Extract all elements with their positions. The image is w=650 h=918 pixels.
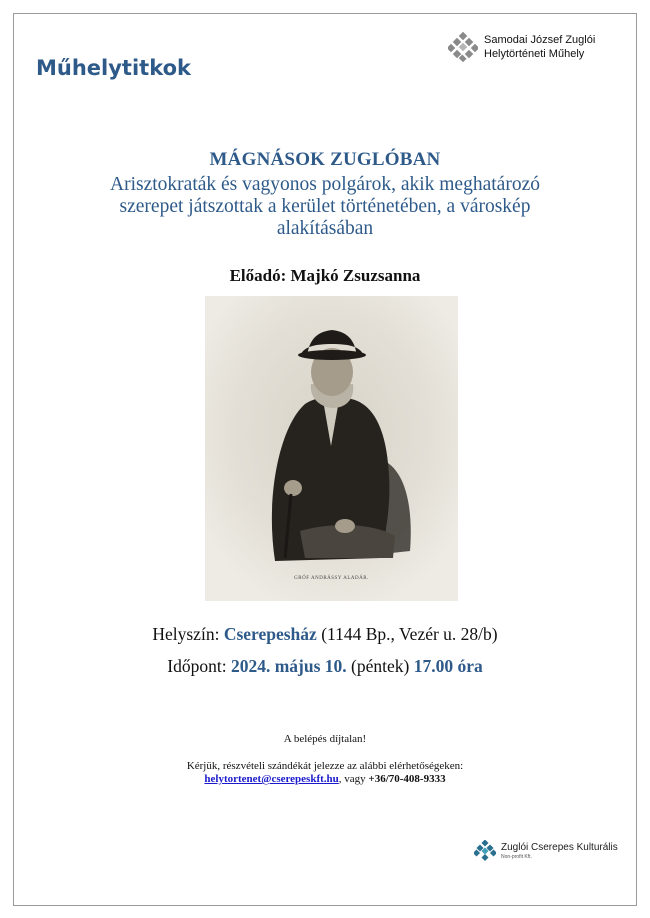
free-entry-note: A belépés díjtalan! <box>283 733 367 745</box>
cserepes-logo-icon <box>474 840 496 862</box>
event-weekday: (péntek) <box>351 656 410 676</box>
portrait-caption: GRÓF ANDRÁSSY ALADÁR. <box>294 576 369 581</box>
email-link[interactable]: helytortenet@cserepeskft.hu <box>204 773 339 785</box>
subtitle-line-1: Arisztokraták és vagyonos polgárok, akik meghatározó <box>110 174 540 195</box>
helytorteneti-logo-icon <box>448 32 478 62</box>
event-title: MÁGNÁSOK ZUGLÓBAN <box>209 149 441 170</box>
footer-org-sub: Non-profit Kft. <box>501 853 532 860</box>
portrait-photo <box>205 296 458 601</box>
place-address: (1144 Bp., Vezér u. 28/b) <box>321 624 498 644</box>
phone-number: +36/70-408-9333 <box>368 773 446 785</box>
contact-separator: , vagy <box>338 773 366 785</box>
subtitle-line-3: alakításában <box>276 218 374 239</box>
time-line <box>0 656 650 677</box>
series-title: Műhelytitkok <box>36 56 191 80</box>
speaker: Előadó: Majkó Zsuzsanna <box>229 266 421 285</box>
footer-logo <box>474 840 618 862</box>
event-date: 2024. május 10. <box>230 656 347 676</box>
time-label: Időpont: <box>167 656 227 676</box>
org-name-line2: Helytörténeti Műhely <box>484 48 585 60</box>
place-label: Helyszín: <box>152 624 220 644</box>
venue-line <box>0 624 650 645</box>
org-name-line1: Samodai József Zuglói <box>484 34 596 46</box>
event-time: 17.00 óra <box>413 656 483 676</box>
contact-request: Kérjük, részvételi szándékát jelezze az alábbi elérhetőségeken: <box>186 760 464 772</box>
org-logo <box>448 32 595 62</box>
event-subtitle <box>70 174 580 240</box>
footer-org-name: Zuglói Cserepes Kulturális <box>501 841 618 853</box>
place-name: Cserepesház <box>223 624 317 644</box>
contact-line <box>0 773 650 785</box>
subtitle-line-2: szerepet játszottak a kerület történetében, a városkép <box>119 196 531 217</box>
